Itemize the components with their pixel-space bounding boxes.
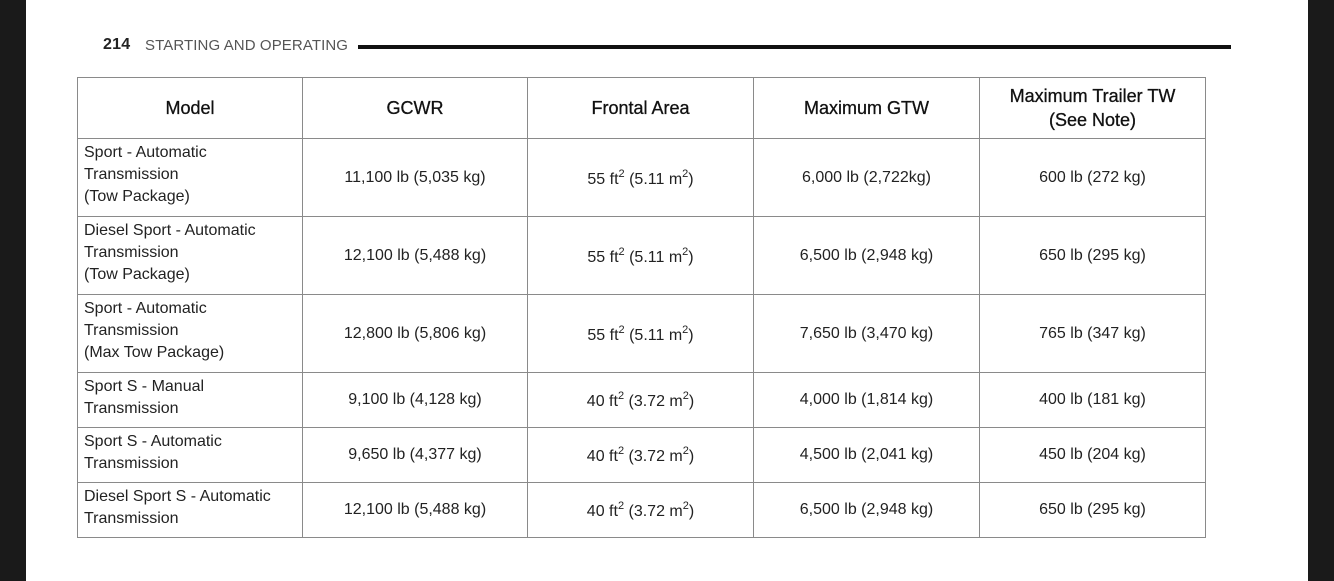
area-ft: 40 ft [586, 503, 618, 520]
frontal-area-cell [528, 217, 754, 295]
tw-cell: 650 lb (295 kg) [980, 217, 1206, 295]
page-header [103, 34, 1231, 56]
gcwr-cell: 12,800 lb (5,806 kg) [303, 295, 528, 373]
area-ft: 55 ft [587, 248, 619, 266]
model-line: Sport - Automatic [84, 144, 207, 161]
area-ft: 55 ft [587, 326, 619, 344]
tw-cell: 400 lb (181 kg) [980, 373, 1206, 428]
superscript: 2 [617, 390, 625, 402]
model-line: Transmission [84, 322, 179, 339]
header-maximum-gtw: Maximum GTW [754, 78, 980, 139]
table-row [78, 295, 1206, 373]
header-maximum-trailer-tw [980, 78, 1206, 139]
model-line: Transmission [84, 244, 179, 261]
area-m: (5.11 m [624, 248, 683, 266]
model-cell [78, 373, 303, 428]
area-m: (5.11 m [624, 326, 683, 344]
superscript: 2 [617, 500, 625, 512]
close-paren: ) [688, 393, 695, 410]
table-header-row [78, 78, 1206, 139]
gtw-cell: 7,650 lb (3,470 kg) [754, 295, 980, 373]
model-cell [78, 428, 303, 483]
model-line: Transmission [84, 510, 179, 527]
model-line: (Max Tow Package) [84, 344, 225, 361]
model-line: Sport S - Automatic [84, 433, 222, 450]
area-m: (5.11 m [624, 170, 683, 188]
gcwr-cell: 12,100 lb (5,488 kg) [303, 483, 528, 538]
table-row [78, 139, 1206, 217]
model-cell [78, 139, 303, 217]
area-m: (3.72 m [624, 503, 683, 520]
frontal-area-cell [528, 428, 754, 483]
area-ft: 40 ft [586, 393, 618, 410]
close-paren: ) [688, 170, 694, 188]
frontal-area-cell [528, 139, 754, 217]
model-line: Diesel Sport S - Automatic [84, 488, 271, 505]
table-row [78, 428, 1206, 483]
gcwr-cell: 12,100 lb (5,488 kg) [303, 217, 528, 295]
model-line: (Tow Package) [84, 266, 190, 283]
gtw-cell: 4,500 lb (2,041 kg) [754, 428, 980, 483]
page-number: 214 [103, 36, 131, 53]
table-row [78, 217, 1206, 295]
gtw-cell: 6,500 lb (2,948 kg) [754, 483, 980, 538]
tw-cell: 450 lb (204 kg) [980, 428, 1206, 483]
gtw-cell: 6,500 lb (2,948 kg) [754, 217, 980, 295]
gcwr-cell: 11,100 lb (5,035 kg) [303, 139, 528, 217]
header-frontal-area: Frontal Area [528, 78, 754, 139]
header-rule [358, 45, 1231, 49]
model-cell [78, 217, 303, 295]
gcwr-cell: 9,100 lb (4,128 kg) [303, 373, 528, 428]
model-cell [78, 483, 303, 538]
frontal-area-cell [528, 295, 754, 373]
model-line: Sport S - Manual [84, 378, 205, 395]
superscript: 2 [682, 445, 689, 457]
model-line: Diesel Sport - Automatic [84, 222, 256, 239]
tw-cell: 650 lb (295 kg) [980, 483, 1206, 538]
superscript: 2 [617, 445, 625, 457]
model-line: Transmission [84, 455, 179, 472]
header-tw-line1: Maximum Trailer TW [1009, 86, 1176, 106]
superscript: 2 [682, 323, 689, 336]
section-title: STARTING AND OPERATING [145, 37, 349, 54]
table-row [78, 483, 1206, 538]
frontal-area-cell [528, 483, 754, 538]
gtw-cell: 4,000 lb (1,814 kg) [754, 373, 980, 428]
close-paren: ) [688, 248, 694, 266]
gcwr-cell: 9,650 lb (4,377 kg) [303, 428, 528, 483]
model-line: Sport - Automatic [84, 300, 207, 317]
tw-cell: 765 lb (347 kg) [980, 295, 1206, 373]
gtw-cell: 6,000 lb (2,722kg) [754, 139, 980, 217]
table-row [78, 373, 1206, 428]
area-ft: 55 ft [587, 170, 619, 188]
superscript: 2 [618, 245, 625, 258]
model-line: Transmission [84, 400, 179, 417]
close-paren: ) [688, 326, 694, 344]
header-tw-line2: (See Note) [1048, 110, 1137, 130]
area-m: (3.72 m [624, 448, 683, 465]
superscript: 2 [682, 500, 689, 512]
close-paren: ) [688, 503, 695, 520]
frontal-area-cell [528, 373, 754, 428]
area-ft: 40 ft [586, 448, 618, 465]
superscript: 2 [682, 167, 689, 180]
close-paren: ) [688, 448, 695, 465]
model-line: (Tow Package) [84, 188, 190, 205]
superscript: 2 [682, 390, 689, 402]
towing-spec-table [77, 77, 1206, 538]
tw-cell: 600 lb (272 kg) [980, 139, 1206, 217]
superscript: 2 [618, 323, 625, 336]
area-m: (3.72 m [624, 393, 683, 410]
header-gcwr: GCWR [303, 78, 528, 139]
superscript: 2 [682, 245, 689, 258]
model-cell [78, 295, 303, 373]
superscript: 2 [618, 167, 625, 180]
model-line: Transmission [84, 166, 179, 183]
header-model: Model [78, 78, 303, 139]
